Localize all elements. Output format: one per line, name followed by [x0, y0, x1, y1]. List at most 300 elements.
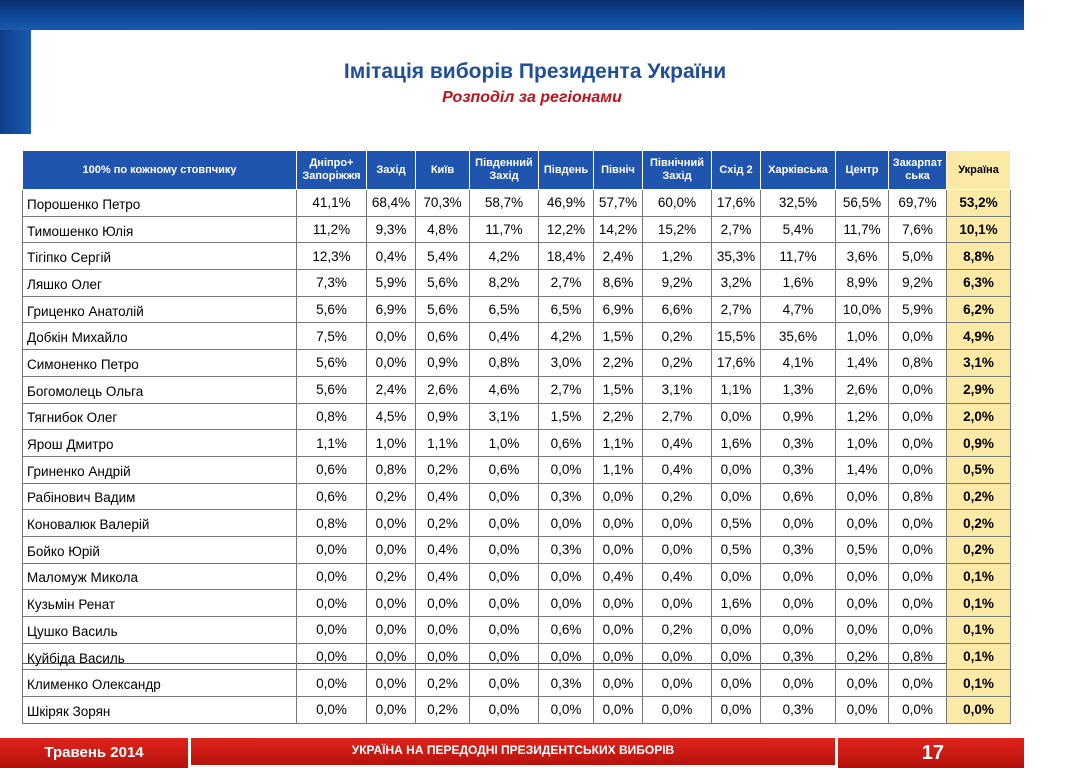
region-value-cell: 0,0% — [643, 536, 712, 563]
region-value-cell: 0,2% — [643, 483, 712, 510]
region-value-cell: 0,2% — [416, 456, 470, 483]
region-value-cell: 0,0% — [643, 590, 712, 617]
region-value-cell: 0,0% — [297, 590, 367, 617]
region-value-cell: 4,2% — [470, 243, 539, 270]
region-value-cell: 0,0% — [836, 617, 889, 644]
region-value-cell: 0,6% — [416, 323, 470, 350]
region-value-cell: 41,1% — [297, 190, 367, 217]
region-value-cell: 0,0% — [367, 643, 416, 670]
region-value-cell: 2,6% — [836, 376, 889, 403]
region-value-cell: 4,5% — [367, 403, 416, 430]
region-value-cell: 2,7% — [539, 270, 594, 297]
region-value-cell: 2,7% — [643, 403, 712, 430]
region-value-cell: 7,6% — [889, 216, 947, 243]
ukraine-total-cell: 3,1% — [947, 350, 1011, 377]
candidate-name: Симоненко Петро — [23, 350, 297, 377]
region-value-cell: 15,2% — [643, 216, 712, 243]
region-value-cell: 0,4% — [643, 563, 712, 590]
ukraine-total-cell: 8,8% — [947, 243, 1011, 270]
region-value-cell: 2,7% — [712, 296, 761, 323]
region-value-cell: 0,0% — [889, 563, 947, 590]
ukraine-total-cell: 0,1% — [947, 563, 1011, 590]
region-value-cell: 0,0% — [889, 403, 947, 430]
region-value-cell: 0,8% — [889, 643, 947, 670]
region-value-cell: 0,9% — [416, 403, 470, 430]
region-value-cell: 1,5% — [594, 376, 643, 403]
region-value-cell: 0,0% — [889, 617, 947, 644]
region-value-cell: 12,2% — [539, 216, 594, 243]
region-value-cell: 0,0% — [889, 697, 947, 724]
region-value-cell: 5,0% — [889, 243, 947, 270]
region-value-cell: 0,4% — [416, 536, 470, 563]
region-value-cell: 0,6% — [539, 430, 594, 457]
region-value-cell: 0,0% — [539, 510, 594, 537]
region-value-cell: 2,2% — [594, 403, 643, 430]
table-row — [23, 536, 1011, 563]
region-value-cell: 0,0% — [643, 510, 712, 537]
ukraine-total-cell: 0,2% — [947, 536, 1011, 563]
region-value-cell: 4,6% — [470, 376, 539, 403]
region-value-cell: 1,0% — [836, 323, 889, 350]
table-row — [23, 350, 1011, 377]
ukraine-total-cell: 6,3% — [947, 270, 1011, 297]
column-header: Київ — [416, 151, 470, 190]
region-value-cell: 2,7% — [539, 376, 594, 403]
region-value-cell: 0,0% — [297, 563, 367, 590]
region-value-cell: 1,2% — [643, 243, 712, 270]
region-value-cell: 0,2% — [367, 483, 416, 510]
region-value-cell: 1,0% — [470, 430, 539, 457]
region-value-cell: 0,3% — [761, 430, 836, 457]
region-value-cell: 0,0% — [836, 483, 889, 510]
region-value-cell: 0,4% — [416, 563, 470, 590]
region-value-cell: 0,0% — [712, 403, 761, 430]
region-value-cell: 7,5% — [297, 323, 367, 350]
region-value-cell: 0,3% — [761, 643, 836, 670]
region-value-cell: 0,0% — [712, 617, 761, 644]
column-header: Закарпат ська — [889, 151, 947, 190]
region-value-cell: 0,0% — [539, 643, 594, 670]
region-value-cell: 5,6% — [416, 296, 470, 323]
region-value-cell: 1,6% — [761, 270, 836, 297]
region-value-cell: 0,0% — [297, 697, 367, 724]
region-value-cell: 1,5% — [594, 323, 643, 350]
region-value-cell: 1,3% — [761, 376, 836, 403]
region-value-cell: 5,9% — [367, 270, 416, 297]
region-value-cell: 0,5% — [712, 536, 761, 563]
candidate-name: Ярош Дмитро — [23, 430, 297, 457]
table-body — [23, 190, 1011, 724]
candidate-name: Клименко Олександр — [23, 670, 297, 697]
region-value-cell: 1,4% — [836, 456, 889, 483]
ukraine-total-cell: 6,2% — [947, 296, 1011, 323]
region-value-cell: 11,7% — [761, 243, 836, 270]
region-value-cell: 0,0% — [367, 350, 416, 377]
region-value-cell: 2,7% — [712, 216, 761, 243]
region-value-cell: 3,1% — [470, 403, 539, 430]
region-value-cell: 8,6% — [594, 270, 643, 297]
region-value-cell: 0,0% — [539, 697, 594, 724]
region-value-cell: 1,2% — [836, 403, 889, 430]
region-value-cell: 12,3% — [297, 243, 367, 270]
ukraine-total-cell: 2,9% — [947, 376, 1011, 403]
region-value-cell: 0,0% — [889, 456, 947, 483]
region-value-cell: 0,0% — [889, 323, 947, 350]
region-value-cell: 0,0% — [712, 563, 761, 590]
header-label-cell: 100% по кожному стовпчику — [23, 151, 297, 190]
region-value-cell: 2,4% — [367, 376, 416, 403]
region-value-cell: 6,9% — [367, 296, 416, 323]
region-value-cell: 0,0% — [712, 697, 761, 724]
ukraine-total-cell: 0,0% — [947, 697, 1011, 724]
region-value-cell: 0,0% — [712, 456, 761, 483]
region-value-cell: 0,0% — [889, 376, 947, 403]
region-value-cell: 0,0% — [539, 590, 594, 617]
region-value-cell: 0,4% — [470, 323, 539, 350]
region-value-cell: 2,6% — [416, 376, 470, 403]
table-row — [23, 510, 1011, 537]
region-value-cell: 0,0% — [470, 563, 539, 590]
region-value-cell: 0,0% — [367, 590, 416, 617]
region-value-cell: 70,3% — [416, 190, 470, 217]
region-value-cell: 10,0% — [836, 296, 889, 323]
region-value-cell: 0,9% — [761, 403, 836, 430]
table-row — [23, 243, 1011, 270]
region-value-cell: 3,2% — [712, 270, 761, 297]
table-row — [23, 563, 1011, 590]
region-value-cell: 7,3% — [297, 270, 367, 297]
region-value-cell: 0,0% — [761, 563, 836, 590]
region-value-cell: 0,0% — [470, 670, 539, 697]
table-row — [23, 670, 1011, 697]
region-value-cell: 4,1% — [761, 350, 836, 377]
region-value-cell: 0,3% — [539, 483, 594, 510]
region-value-cell: 0,0% — [594, 617, 643, 644]
region-value-cell: 0,0% — [297, 536, 367, 563]
region-value-cell: 0,4% — [367, 243, 416, 270]
region-value-cell: 0,2% — [416, 697, 470, 724]
region-value-cell: 17,6% — [712, 350, 761, 377]
region-value-cell: 0,0% — [594, 536, 643, 563]
ukraine-total-cell: 0,1% — [947, 643, 1011, 670]
page-number: 17 — [838, 738, 1024, 768]
ukraine-total-cell: 0,1% — [947, 670, 1011, 697]
region-value-cell: 0,0% — [367, 697, 416, 724]
region-value-cell: 8,9% — [836, 270, 889, 297]
region-value-cell: 0,0% — [470, 483, 539, 510]
region-value-cell: 4,7% — [761, 296, 836, 323]
region-value-cell: 17,6% — [712, 190, 761, 217]
table-row — [23, 403, 1011, 430]
region-value-cell: 0,0% — [836, 697, 889, 724]
region-value-cell: 0,0% — [761, 670, 836, 697]
region-value-cell: 0,0% — [367, 670, 416, 697]
candidate-name: Цушко Василь — [23, 617, 297, 644]
region-value-cell: 5,4% — [761, 216, 836, 243]
region-value-cell: 0,0% — [470, 590, 539, 617]
region-value-cell: 35,6% — [761, 323, 836, 350]
ukraine-total-cell: 0,2% — [947, 483, 1011, 510]
region-value-cell: 5,6% — [297, 296, 367, 323]
region-value-cell: 0,0% — [643, 697, 712, 724]
region-value-cell: 0,0% — [367, 510, 416, 537]
table-row — [23, 190, 1011, 217]
region-value-cell: 4,8% — [416, 216, 470, 243]
column-header: Південь — [539, 151, 594, 190]
candidate-name: Шкіряк Зорян — [23, 697, 297, 724]
region-value-cell: 0,0% — [297, 617, 367, 644]
region-value-cell: 0,3% — [539, 670, 594, 697]
region-value-cell: 0,4% — [416, 483, 470, 510]
region-value-cell: 5,4% — [416, 243, 470, 270]
region-value-cell: 0,0% — [643, 643, 712, 670]
region-value-cell: 9,2% — [889, 270, 947, 297]
candidate-name: Кузьмін Ренат — [23, 590, 297, 617]
region-value-cell: 0,0% — [594, 590, 643, 617]
region-value-cell: 0,0% — [416, 590, 470, 617]
region-value-cell: 0,3% — [761, 456, 836, 483]
region-value-cell: 11,7% — [470, 216, 539, 243]
region-value-cell: 2,4% — [594, 243, 643, 270]
region-value-cell: 0,8% — [889, 350, 947, 377]
region-value-cell: 0,0% — [470, 536, 539, 563]
region-value-cell: 0,2% — [416, 670, 470, 697]
candidate-name: Гриненко Андрій — [23, 456, 297, 483]
region-value-cell: 0,0% — [836, 510, 889, 537]
region-value-cell: 0,0% — [416, 643, 470, 670]
region-value-cell: 69,7% — [889, 190, 947, 217]
ukraine-total-cell: 2,0% — [947, 403, 1011, 430]
region-value-cell: 0,0% — [594, 697, 643, 724]
region-value-cell: 0,0% — [367, 536, 416, 563]
region-value-cell: 46,9% — [539, 190, 594, 217]
region-value-cell: 0,6% — [761, 483, 836, 510]
ukraine-total-cell: 53,2% — [947, 190, 1011, 217]
table-row — [23, 456, 1011, 483]
region-value-cell: 0,0% — [367, 323, 416, 350]
region-value-cell: 0,4% — [594, 563, 643, 590]
region-value-cell: 0,0% — [594, 483, 643, 510]
region-value-cell: 1,1% — [594, 456, 643, 483]
candidate-name: Тігіпко Сергій — [23, 243, 297, 270]
region-value-cell: 6,5% — [470, 296, 539, 323]
region-value-cell: 5,6% — [297, 376, 367, 403]
footer-date: Травень 2014 — [0, 738, 188, 768]
region-value-cell: 0,8% — [367, 456, 416, 483]
table-row — [23, 296, 1011, 323]
region-value-cell: 6,9% — [594, 296, 643, 323]
region-value-cell: 1,6% — [712, 430, 761, 457]
region-value-cell: 11,2% — [297, 216, 367, 243]
table-row — [23, 430, 1011, 457]
column-header: Дніпро+ Запоріжжя — [297, 151, 367, 190]
region-value-cell: 0,0% — [712, 643, 761, 670]
candidate-name: Тимошенко Юлія — [23, 216, 297, 243]
region-value-cell: 0,8% — [297, 510, 367, 537]
region-value-cell: 0,2% — [367, 563, 416, 590]
region-value-cell: 8,2% — [470, 270, 539, 297]
region-value-cell: 0,0% — [594, 670, 643, 697]
ukraine-total-cell: 0,9% — [947, 430, 1011, 457]
region-value-cell: 60,0% — [643, 190, 712, 217]
region-value-cell: 9,2% — [643, 270, 712, 297]
column-header: Україна — [947, 151, 1011, 190]
ukraine-total-cell: 0,2% — [947, 510, 1011, 537]
region-value-cell: 18,4% — [539, 243, 594, 270]
region-value-cell: 0,4% — [643, 430, 712, 457]
top-decor-band — [0, 0, 1024, 30]
region-value-cell: 0,3% — [539, 536, 594, 563]
region-value-cell: 0,2% — [643, 617, 712, 644]
region-value-cell: 35,3% — [712, 243, 761, 270]
region-value-cell: 0,2% — [836, 643, 889, 670]
region-value-cell: 1,1% — [712, 376, 761, 403]
candidate-name: Добкін Михайло — [23, 323, 297, 350]
region-value-cell: 3,6% — [836, 243, 889, 270]
region-value-cell: 4,2% — [539, 323, 594, 350]
region-value-cell: 0,0% — [470, 697, 539, 724]
region-value-cell: 15,5% — [712, 323, 761, 350]
region-value-cell: 6,6% — [643, 296, 712, 323]
table-row — [23, 216, 1011, 243]
region-value-cell: 0,0% — [539, 563, 594, 590]
region-value-cell: 6,5% — [539, 296, 594, 323]
region-value-cell: 0,0% — [539, 456, 594, 483]
ukraine-total-cell: 10,1% — [947, 216, 1011, 243]
table-row — [23, 643, 1011, 670]
region-value-cell: 0,8% — [889, 483, 947, 510]
region-value-cell: 0,6% — [539, 617, 594, 644]
region-value-cell: 1,5% — [539, 403, 594, 430]
table-row — [23, 617, 1011, 644]
region-value-cell: 57,7% — [594, 190, 643, 217]
results-table-frame — [22, 150, 1010, 719]
column-header: Харківська — [761, 151, 836, 190]
region-value-cell: 0,0% — [836, 590, 889, 617]
region-value-cell: 0,0% — [836, 670, 889, 697]
table-row — [23, 270, 1011, 297]
region-value-cell: 0,0% — [416, 617, 470, 644]
region-value-cell: 0,0% — [889, 670, 947, 697]
region-value-cell: 5,9% — [889, 296, 947, 323]
ukraine-total-cell: 4,9% — [947, 323, 1011, 350]
region-value-cell: 0,0% — [297, 643, 367, 670]
region-value-cell: 0,6% — [297, 456, 367, 483]
region-value-cell: 0,6% — [297, 483, 367, 510]
region-value-cell: 0,0% — [643, 670, 712, 697]
region-value-cell: 56,5% — [836, 190, 889, 217]
region-value-cell: 0,6% — [470, 456, 539, 483]
region-value-cell: 0,0% — [712, 670, 761, 697]
region-value-cell: 0,2% — [643, 323, 712, 350]
results-table — [22, 150, 1011, 724]
region-value-cell: 0,8% — [470, 350, 539, 377]
region-value-cell: 0,0% — [297, 670, 367, 697]
region-value-cell: 5,6% — [297, 350, 367, 377]
slide-subtitle: Розподіл за регіонами — [442, 89, 622, 106]
table-row — [23, 697, 1011, 724]
region-value-cell: 0,0% — [889, 510, 947, 537]
region-value-cell: 0,0% — [761, 617, 836, 644]
region-value-cell: 0,4% — [643, 456, 712, 483]
region-value-cell: 0,0% — [470, 643, 539, 670]
ukraine-total-cell: 0,1% — [947, 617, 1011, 644]
candidate-name: Тягнибок Олег — [23, 403, 297, 430]
candidate-name: Куйбіда Василь — [23, 643, 297, 670]
region-value-cell: 0,2% — [643, 350, 712, 377]
region-value-cell: 0,0% — [712, 483, 761, 510]
region-value-cell: 0,0% — [367, 617, 416, 644]
region-value-cell: 14,2% — [594, 216, 643, 243]
region-value-cell: 68,4% — [367, 190, 416, 217]
table-row — [23, 323, 1011, 350]
candidate-name: Ляшко Олег — [23, 270, 297, 297]
region-value-cell: 0,8% — [297, 403, 367, 430]
region-value-cell: 0,0% — [889, 536, 947, 563]
region-value-cell: 0,0% — [761, 590, 836, 617]
column-header: Схід 2 — [712, 151, 761, 190]
region-value-cell: 1,4% — [836, 350, 889, 377]
region-value-cell: 3,1% — [643, 376, 712, 403]
footer-caption: УКРАЇНА НА ПЕРЕДОДНІ ПРЕЗИДЕНТСЬКИХ ВИБОРІВ — [191, 738, 835, 765]
region-value-cell: 0,0% — [470, 510, 539, 537]
region-value-cell: 5,6% — [416, 270, 470, 297]
ukraine-total-cell: 0,1% — [947, 590, 1011, 617]
region-value-cell: 3,0% — [539, 350, 594, 377]
ukraine-total-cell: 0,5% — [947, 456, 1011, 483]
column-header: Північ — [594, 151, 643, 190]
candidate-name: Коновалюк Валерій — [23, 510, 297, 537]
region-value-cell: 11,7% — [836, 216, 889, 243]
region-value-cell: 0,5% — [712, 510, 761, 537]
region-value-cell: 0,0% — [889, 430, 947, 457]
candidate-name: Гриценко Анатолій — [23, 296, 297, 323]
region-value-cell: 58,7% — [470, 190, 539, 217]
region-value-cell: 0,0% — [594, 643, 643, 670]
slide-title: Імітація виборів Президента України — [343, 60, 727, 83]
region-value-cell: 1,1% — [594, 430, 643, 457]
column-header: Захід — [367, 151, 416, 190]
region-value-cell: 0,0% — [594, 510, 643, 537]
region-value-cell: 0,2% — [416, 510, 470, 537]
region-value-cell: 1,1% — [416, 430, 470, 457]
region-value-cell: 9,3% — [367, 216, 416, 243]
region-value-cell: 0,0% — [836, 563, 889, 590]
table-row — [23, 590, 1011, 617]
region-value-cell: 2,2% — [594, 350, 643, 377]
region-value-cell: 0,3% — [761, 536, 836, 563]
region-value-cell: 0,0% — [470, 617, 539, 644]
region-value-cell: 0,9% — [416, 350, 470, 377]
region-value-cell: 0,3% — [761, 697, 836, 724]
candidate-name: Рабінович Вадим — [23, 483, 297, 510]
candidate-name: Порошенко Петро — [23, 190, 297, 217]
candidate-name: Богомолець Ольга — [23, 376, 297, 403]
candidate-name: Бойко Юрій — [23, 536, 297, 563]
column-header: Центр — [836, 151, 889, 190]
table-header-row — [23, 151, 1011, 190]
region-value-cell: 1,0% — [836, 430, 889, 457]
region-value-cell: 0,5% — [836, 536, 889, 563]
region-value-cell: 1,6% — [712, 590, 761, 617]
table-row — [23, 483, 1011, 510]
table-row — [23, 376, 1011, 403]
region-value-cell: 0,0% — [761, 510, 836, 537]
column-header: Північний Захід — [643, 151, 712, 190]
region-value-cell: 0,0% — [889, 590, 947, 617]
region-value-cell: 32,5% — [761, 190, 836, 217]
candidate-name: Маломуж Микола — [23, 563, 297, 590]
